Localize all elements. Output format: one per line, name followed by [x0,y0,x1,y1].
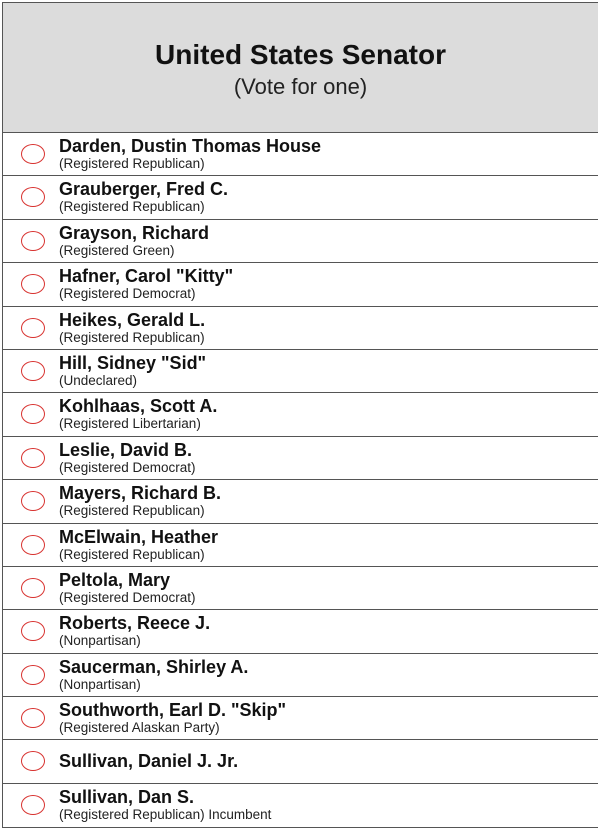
candidate-name: Grayson, Richard [59,222,210,243]
candidate-party: (Registered Democrat) [59,286,196,302]
candidate-row[interactable] [3,697,598,740]
candidate-name: Sullivan, Daniel J. Jr. [59,751,239,772]
candidate-row[interactable] [3,350,598,393]
candidate-name: Heikes, Gerald L. [59,309,206,330]
candidate-row[interactable] [3,220,598,263]
candidate-party: (Undeclared) [59,372,138,388]
candidate-party: (Registered Democrat) [59,459,196,475]
vote-oval[interactable] [21,231,45,251]
candidate-row[interactable] [3,176,598,219]
vote-instruction: (Vote for one) [233,74,368,99]
candidate-name: Peltola, Mary [59,569,171,590]
candidate-row[interactable] [3,654,598,697]
candidate-party: (Registered Republican) [59,546,205,562]
candidate-name: Mayers, Richard B. [59,483,222,504]
candidate-party: (Nonpartisan) [59,633,141,649]
candidate-name: Leslie, David B. [59,439,193,460]
contest-header [3,3,598,133]
candidate-party: (Registered Republican) [59,156,205,171]
vote-oval[interactable] [21,144,45,164]
candidate-row[interactable] [3,524,598,567]
vote-oval[interactable] [21,318,45,338]
vote-oval[interactable] [21,448,45,468]
candidate-party: (Registered Libertarian) [59,416,201,432]
candidate-row[interactable] [3,567,598,610]
vote-oval[interactable] [21,491,45,511]
candidate-name: Darden, Dustin Thomas House [59,136,322,156]
vote-oval[interactable] [21,187,45,207]
candidate-party: (Registered Green) [59,242,175,258]
vote-oval[interactable] [21,751,45,771]
candidate-name: Hafner, Carol "Kitty" [59,266,234,287]
contest-title: United States Senator [155,39,446,70]
candidate-party: (Nonpartisan) [59,676,141,692]
candidate-party: (Registered Republican) [59,329,205,345]
candidate-list [3,133,598,827]
vote-oval[interactable] [21,621,45,641]
vote-oval[interactable] [21,535,45,555]
candidate-name: Roberts, Reece J. [59,613,211,634]
vote-oval[interactable] [21,795,45,815]
candidate-row[interactable] [3,393,598,436]
candidate-name: Saucerman, Shirley A. [59,656,249,677]
candidate-name: Southworth, Earl D. "Skip" [59,700,287,721]
candidate-party: (Registered Alaskan Party) [59,720,220,736]
vote-oval[interactable] [21,708,45,728]
vote-oval[interactable] [21,361,45,381]
candidate-party: (Registered Republican) Incumbent [59,806,272,822]
candidate-row[interactable] [3,740,598,783]
candidate-party: (Registered Republican) [59,503,205,519]
candidate-name: Kohlhaas, Scott A. [59,396,218,417]
candidate-row[interactable] [3,610,598,653]
candidate-name: McElwain, Heather [59,526,219,547]
candidate-row[interactable] [3,437,598,480]
candidate-party: (Registered Democrat) [59,589,196,605]
candidate-row[interactable] [3,263,598,306]
candidate-party: (Registered Republican) [59,199,205,215]
candidate-row[interactable] [3,307,598,350]
ballot-contest [2,2,598,828]
candidate-row[interactable] [3,133,598,176]
candidate-name: Hill, Sidney "Sid" [59,352,207,373]
vote-oval[interactable] [21,274,45,294]
candidate-name: Grauberger, Fred C. [59,179,229,200]
candidate-row[interactable] [3,784,598,827]
candidate-row[interactable] [3,480,598,523]
vote-oval[interactable] [21,404,45,424]
vote-oval[interactable] [21,578,45,598]
candidate-name: Sullivan, Dan S. [59,786,195,807]
vote-oval[interactable] [21,665,45,685]
